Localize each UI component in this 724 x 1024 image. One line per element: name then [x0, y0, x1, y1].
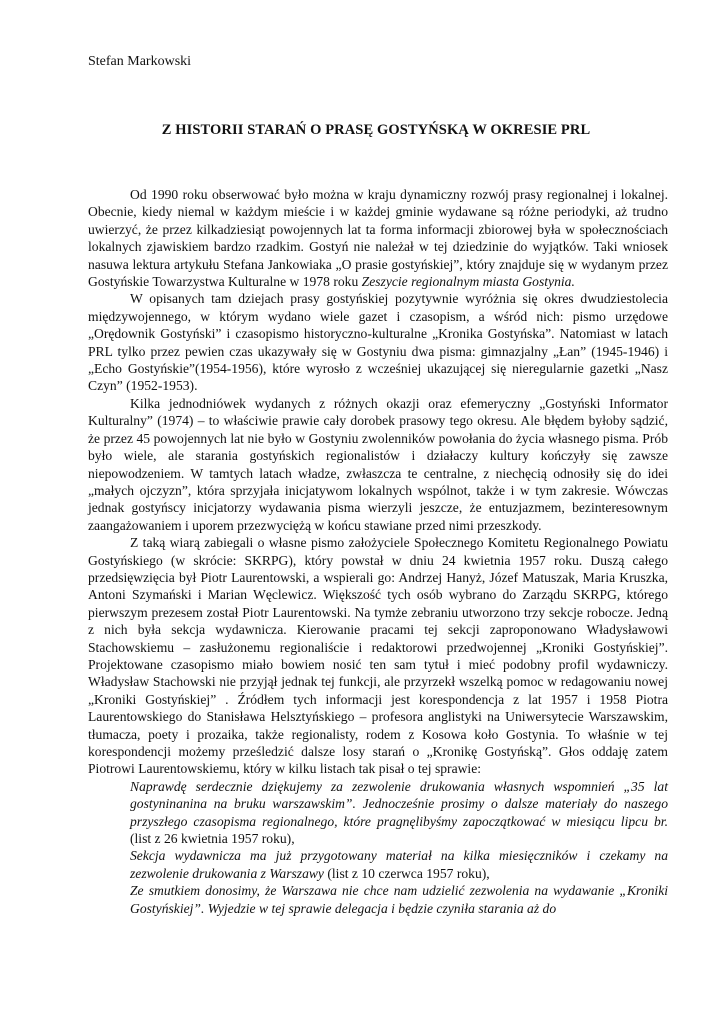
- quote-2-text: Sekcja wydawnicza ma już przygotowany materiał na kilka miesięczników i czekamy na zezwolenie drukowania z Warszawy: [130, 848, 668, 881]
- quote-2-note: (list z 10 czerwca 1957 roku),: [323, 865, 490, 881]
- quote-1: [130, 778, 668, 848]
- paragraph-1: [88, 186, 668, 290]
- paragraph-3: Kilka jednodniówek wydanych z różnych okazji oraz efemeryczny „Gostyński Informator Kulturalny” (1974) – to właściwie prawie cały dorobek prasowy tego okresu. Ale błędem byłoby sądzić, że przez 45 powojennych lat nie było w Gostyniu zwolenników powołania do życia własnego pisma. Prób było wiele, ale starania gostyńskich regionalistów i działaczy kultury kończyły się zawsze niepowodzeniem. W tamtych latach władze, zwłaszcza te centralne, z niechęcią odnosiły się do idei „małych ojczyzn”, która sprzyjała inicjatywom lokalnych wspólnot, także i w tym zakresie. Wówczas jednak gostyńscy inicjatorzy wydawania pisma wierzyli jeszcze, że entuzjazmem, bezinteresownym zaangażowaniem i uporem przezwyciężą w końcu stawiane przed nimi przeszkody.: [88, 395, 668, 533]
- quote-3: [130, 882, 668, 917]
- author-name: Stefan Markowski: [88, 54, 192, 69]
- quote-3-text: Ze smutkiem donosimy, że Warszawa nie chce nam udzielić zezwolenia na wydawanie „Kroniki Gostyńskiej”. Wyjedzie w tej sprawie delegacja i będzie czyniła starania aż do: [130, 883, 668, 916]
- quote-1-text: Naprawdę serdecznie dziękujemy za zezwolenie drukowania własnych wspomnień „35 lat gostyninanina na bruku warszawskim”. Jednocześnie prosimy o dalsze materiały do naszego przyszłego czasopisma regionalnego, które pragnęlibyśmy zapoczątkować w miesiącu lipcu br.: [130, 778, 668, 829]
- quote-2: [130, 847, 668, 882]
- letter-quotes: [130, 778, 668, 917]
- paragraph-4: Z taką wiarą zabiegali o własne pismo założyciele Społecznego Komitetu Regionalnego Powiatu Gostyńskiego (w skrócie: SKRPG), który powstał w dniu 24 kwietnia 1957 roku. Duszą całego przedsięwzięcia był Piotr Laurentowski, a wspierali go: Andrzej Hanyż, Józef Matuszak, Maria Kruszka, Antoni Szymański i Marian Węclewicz. Większość tych osób wybrano do Zarządu SKRPG, którego pierwszym prezesem został Piotr Laurentowski. Na tymże zebraniu utworzono trzy sekcje robocze. Jedną z nich była sekcja wydawnicza. Kierowanie pracami tej sekcji zaproponowano Władysławowi Stachowskiemu – zasłużonemu regionaliście i redaktorowi przedwojennej „Kroniki Gostyńskiej”. Projektowane czasopismo miało bowiem nosić ten sam tytuł i mieć podobny profil wydawniczy. Władysław Stachowski nie przyjął jednak tej funkcji, ale przyrzekł wszelką pomoc w redagowaniu nowej „Kroniki Gostyńskiej” . Źródłem tych informacji jest korespondencja z lat 1957 i 1958 Piotra Laurentowskiego do Stanisława Helsztyńskiego – profesora anglistyki na Uniwersytecie Warszawskim, tłumacza, poety i prozaika, także regionalisty, rodem z Kosowa koło Gostynia. To właśnie w tej korespondencji możemy prześledzić dalsze losy starań o „Kronikę Gostyńską”. Głos oddaję zatem Piotrowi Laurentowskiemu, który w kilku listach tak pisał o tej sprawie:: [88, 535, 668, 777]
- article-title: Z HISTORII STARAŃ O PRASĘ GOSTYŃSKĄ W OKRESIE PRL: [161, 122, 591, 138]
- article-body: [88, 186, 668, 917]
- paragraph-2: W opisanych tam dziejach prasy gostyńskiej pozytywnie wyróżnia się okres dwudziestolecia międzywojennego, w którym wydano wiele gazet i czasopism, a wśród nich: pismo urzędowe „Orędownik Gostyński” i czasopismo historyczno-kulturalne „Kronika Gostyńska”. Natomiast w latach PRL tylko przez pewien czas ukazywały się w Gostyniu dwa pisma: gimnazjalny „Łan” (1945-1946) i „Echo Gostyńskie”(1954-1956), które wyrosło z wcześniej ukazującej się nieregularnie gazetki „Nasz Czyn” (1952-1953).: [88, 291, 668, 394]
- quote-1-note: (list z 26 kwietnia 1957 roku),: [130, 831, 295, 847]
- paragraph-1-text: Od 1990 roku obserwować było można w kraju dynamiczny rozwój prasy regionalnej i lokalnej. Obecnie, kiedy niemal w każdym mieście i w każdej gminie wydawane są różne periodyki, aż trudno uwierzyć, że przez kilkadziesiąt powojennych lat ta forma informacji zbiorowej była w społecznościach lokalnych zjawiskiem bardzo rzadkim. Gostyń nie należał w tej dziedzinie do wyjątków. Taki wniosek nasuwa lektura artykułu Stefana Jankowiaka „O prasie gostyńskiej”, który znajduje się w wydanym przez Gostyńskie Towarzystwa Kulturalne w 1978 roku: [88, 187, 668, 290]
- paragraph-1-italic-title: Zeszycie regionalnym miasta Gostynia.: [361, 274, 575, 290]
